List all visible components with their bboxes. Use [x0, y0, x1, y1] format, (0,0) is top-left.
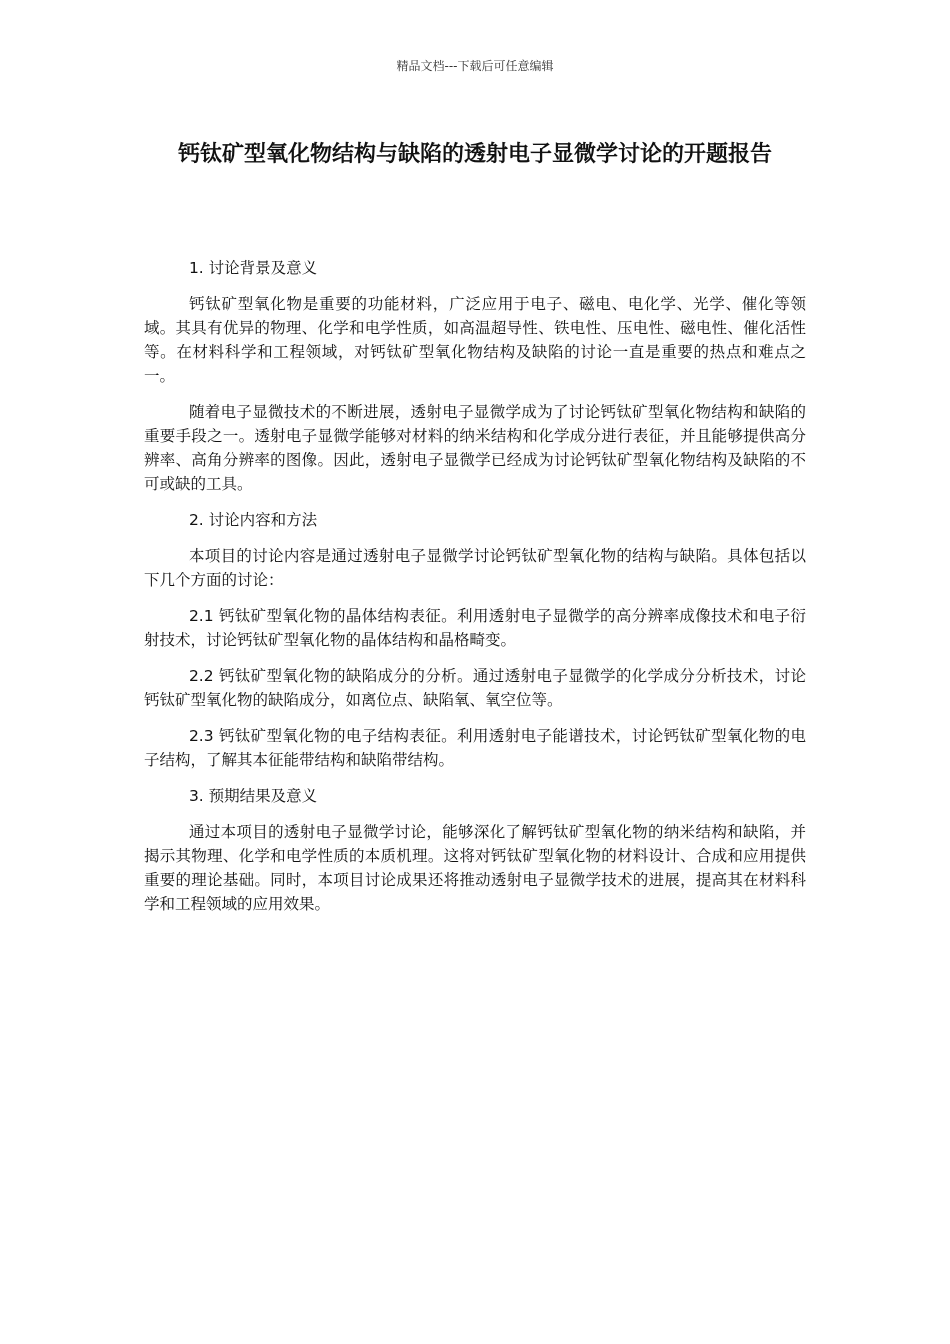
- paragraph: 钙钛矿型氧化物是重要的功能材料，广泛应用于电子、磁电、电化学、光学、催化等领域。其具有优异的物理、化学和电学性质，如高温超导性、铁电性、压电性、磁电性、催化活性等。在材料科学和工程领域，对钙钛矿型氧化物结构及缺陷的讨论一直是重要的热点和难点之一。: [144, 295, 806, 385]
- paragraph: 2.3 钙钛矿型氧化物的电子结构表征。利用透射电子能谱技术，讨论钙钛矿型氧化物的电子结构，了解其本征能带结构和缺陷带结构。: [144, 727, 806, 769]
- section-heading: 3. 预期结果及意义: [188, 787, 318, 805]
- document-title: 钙钛矿型氧化物结构与缺陷的透射电子显微学讨论的开题报告: [177, 142, 772, 167]
- paragraph: 通过本项目的透射电子显微学讨论，能够深化了解钙钛矿型氧化物的纳米结构和缺陷，并揭示其物理、化学和电学性质的本质机理。这将对钙钛矿型氧化物的材料设计、合成和应用提供重要的理论基础。同时，本项目讨论成果还将推动透射电子显微学技术的进展，提高其在材料科学和工程领域的应用效果。: [144, 823, 806, 913]
- section-heading: 2. 讨论内容和方法: [188, 511, 318, 529]
- paragraph: 2.1 钙钛矿型氧化物的晶体结构表征。利用透射电子显微学的高分辨率成像技术和电子衍射技术，讨论钙钛矿型氧化物的晶体结构和晶格畸变。: [144, 607, 806, 649]
- paragraph: 2.2 钙钛矿型氧化物的缺陷成分的分析。通过透射电子显微学的化学成分分析技术，讨论钙钛矿型氧化物的缺陷成分，如离位点、缺陷氧、氧空位等。: [144, 667, 806, 709]
- paragraph: 本项目的讨论内容是通过透射电子显微学讨论钙钛矿型氧化物的结构与缺陷。具体包括以下几个方面的讨论：: [144, 547, 806, 589]
- section-heading: 1. 讨论背景及意义: [188, 259, 318, 277]
- page-header: 精品文档---下载后可任意编辑: [396, 59, 554, 73]
- document-body: [144, 256, 806, 928]
- paragraph: 随着电子显微技术的不断进展，透射电子显微学成为了讨论钙钛矿型氧化物结构和缺陷的重要手段之一。透射电子显微学能够对材料的纳米结构和化学成分进行表征，并且能够提供高分辨率、高角分辨率的图像。因此，透射电子显微学已经成为讨论钙钛矿型氧化物结构及缺陷的不可或缺的工具。: [144, 403, 806, 493]
